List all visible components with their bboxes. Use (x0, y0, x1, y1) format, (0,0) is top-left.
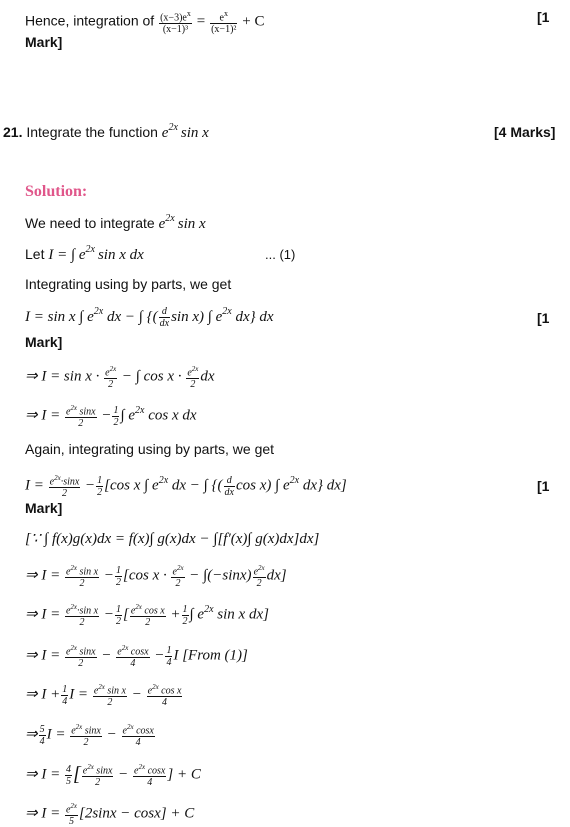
step-10-fraction-1: $\frac{4}{5}$ (65, 763, 71, 787)
integration-by-parts-rule: [∵ ∫ f(x)g(x)dx = f(x)∫ g(x)dx − ∫[f′(x)∫ g(x)dx]dx] (25, 531, 320, 547)
step-6-fraction-1: $\frac{e^{2x}\cdot\sin x}{2}$ (65, 603, 99, 629)
step-9: ⇒ $\frac{5}{4}$ I = $\frac{e^{2x} \sin x}{2}$ − $\frac{e^{2x} \cos x}{4}$ (25, 723, 154, 749)
step-8: ⇒ I + $\frac{1}{4}$ I = $\frac{e^{2x} \sin x}{2}$ − $\frac{e^{2x} \cos x}{4}$ (25, 683, 182, 709)
step-4: I = $\frac{e^{2x}\cdot\sin x}{2}$ − $\frac{1}{2}$ [cos x ∫ $e^{2x}$ dx − ∫ {( $\frac{d}{dx}$ cos x) ∫ $e^{2x}$ dx} dx] (25, 474, 347, 500)
step-10-fraction-2: $\frac{e^{2x} \sin x}{2}$ (82, 763, 113, 789)
question-21 (3, 124, 209, 142)
step-5-fraction-3: $\frac{e^{2x}}{2}$ (172, 564, 184, 590)
step-7-fraction-2: $\frac{e^{2x} \cos x}{4}$ (117, 644, 149, 670)
question-expression: $e^{2x}$ sin x (161, 122, 209, 141)
step-7-fraction-1: $\frac{e^{2x} \sin x}{2}$ (65, 644, 96, 670)
equation-reference-1: ... (1) (265, 247, 296, 262)
step-5-fraction-1: $\frac{e^{2x} \sin x}{2}$ (65, 564, 99, 590)
step-2-fraction-2: $\frac{e^{2x}}{2}$ (187, 365, 199, 391)
step-5-fraction-4: $\frac{e^{2x}}{2}$ (253, 564, 265, 590)
question-text: Integrate the function (26, 124, 158, 140)
step-4-fraction-2: $\frac{1}{2}$ (97, 474, 103, 498)
step-7-fraction-3: $\frac{1}{4}$ (166, 644, 172, 668)
step-1-marks-open: [1 (537, 310, 550, 326)
step-1-marks-close: Mark] (25, 334, 63, 350)
top-conclusion-line (25, 8, 265, 35)
step-8-fraction-3: $\frac{e^{2x} \cos x}{4}$ (147, 683, 182, 709)
step-7: ⇒ I = $\frac{e^{2x} \sin x}{2}$ − $\frac{e^{2x} \cos x}{4}$ − $\frac{1}{4}$ I [From (1)] (25, 644, 248, 670)
step-2: ⇒ I = sin x · $\frac{e^{2x}}{2}$ − ∫ cos x · $\frac{e^{2x}}{2}$ dx (25, 365, 215, 391)
marks-label-close: Mark] (25, 34, 63, 50)
marks-label-open: [1 (537, 9, 550, 25)
step-6-fraction-2: $\frac{1}{2}$ (115, 603, 121, 627)
step-4-marks-close: Mark] (25, 500, 63, 516)
step-9-fraction-1: $\frac{5}{4}$ (39, 723, 45, 747)
solution-line-3: Integrating using by parts, we get (25, 276, 232, 292)
question-marks: [4 Marks] (494, 124, 556, 140)
step-4-derivative-fraction: $\frac{d}{dx}$ (224, 474, 234, 498)
step-3-fraction-1: $\frac{e^{2x} \sin x}{2}$ (65, 404, 96, 430)
fraction-2-denominator: (x−1)² (211, 24, 237, 36)
solution-line-1-text: We need to integrate (25, 215, 155, 231)
question-number: 21. (3, 124, 23, 140)
top-lead-text: Hence, integration of (25, 12, 155, 29)
solution-line-2-text: Let (25, 246, 45, 262)
step-4-fraction-1: $\frac{e^{2x}\cdot\sin x}{2}$ (49, 474, 80, 500)
solution-line-4: Again, integrating using by parts, we get (25, 441, 275, 457)
step-6-fraction-3: $\frac{e^{2x} \cos x}{2}$ (130, 603, 165, 629)
plus-c: + C (242, 13, 265, 30)
step-1: I = sin x ∫ $e^{2x}$ dx − ∫ {( $\frac{d}{dx}$ sin x) ∫ $e^{2x}$ dx} dx (25, 305, 274, 329)
fraction-2 (210, 8, 237, 35)
fraction-2-numerator: $e^x$ (210, 8, 237, 24)
step-8-fraction-1: $\frac{1}{4}$ (62, 683, 68, 707)
solution-line-1 (25, 215, 206, 233)
equals-sign: = (196, 13, 206, 30)
step-8-fraction-2: $\frac{e^{2x} \sin x}{2}$ (93, 683, 126, 709)
fraction-1-numerator: $(x-3)e^x$ (160, 9, 191, 24)
step-5-fraction-2: $\frac{1}{2}$ (115, 564, 121, 588)
solution-heading: Solution: (25, 183, 88, 200)
step-11-fraction: $\frac{e^{2x}}{5}$ (65, 802, 77, 827)
step-9-fraction-3: $\frac{e^{2x} \cos x}{4}$ (122, 723, 154, 749)
step-1-derivative-fraction: $\frac{d}{dx}$ (159, 306, 170, 329)
fraction-1 (159, 8, 192, 35)
step-11-final-answer: ⇒ I = $\frac{e^{2x}}{5}$ [2sinx − cosx] + C (25, 802, 195, 827)
step-2-fraction-1: $\frac{e^{2x}}{2}$ (105, 365, 117, 391)
solution-line-2-expression: I = ∫ $e^{2x}$ sin x dx (48, 244, 144, 263)
step-4-marks-open: [1 (537, 478, 550, 494)
step-6-fraction-4: $\frac{1}{2}$ (182, 603, 188, 627)
solution-line-2 (25, 246, 144, 264)
step-10: ⇒ I = $\frac{4}{5}$ [ $\frac{e^{2x} \sin x}{2}$ − $\frac{e^{2x} \cos x}{4}$ ] + C (25, 763, 201, 789)
step-3: ⇒ I = $\frac{e^{2x} \sin x}{2}$ − $\frac{1}{2}$ ∫ $e^{2x}$ cos x dx (25, 404, 197, 430)
step-9-fraction-2: $\frac{e^{2x} \sin x}{2}$ (71, 723, 101, 749)
step-6: ⇒ I = $\frac{e^{2x}\cdot\sin x}{2}$ − $\frac{1}{2}$ [ $\frac{e^{2x} \cos x}{2}$ + $\frac{1}{2}$ ∫ $e^{2x}$ sin x dx] (25, 603, 269, 629)
step-10-fraction-3: $\frac{e^{2x} \cos x}{4}$ (134, 763, 166, 789)
fraction-1-denominator: (x−1)³ (162, 24, 189, 36)
step-5: ⇒ I = $\frac{e^{2x} \sin x}{2}$ − $\frac{1}{2}$ [cos x · $\frac{e^{2x}}{2}$ − ∫(−sinx) $\frac{e^{2x}}{2}$ dx] (25, 564, 287, 590)
solution-line-1-expression: $e^{2x}$ sin x (158, 213, 206, 232)
step-3-fraction-2: $\frac{1}{2}$ (113, 404, 119, 428)
